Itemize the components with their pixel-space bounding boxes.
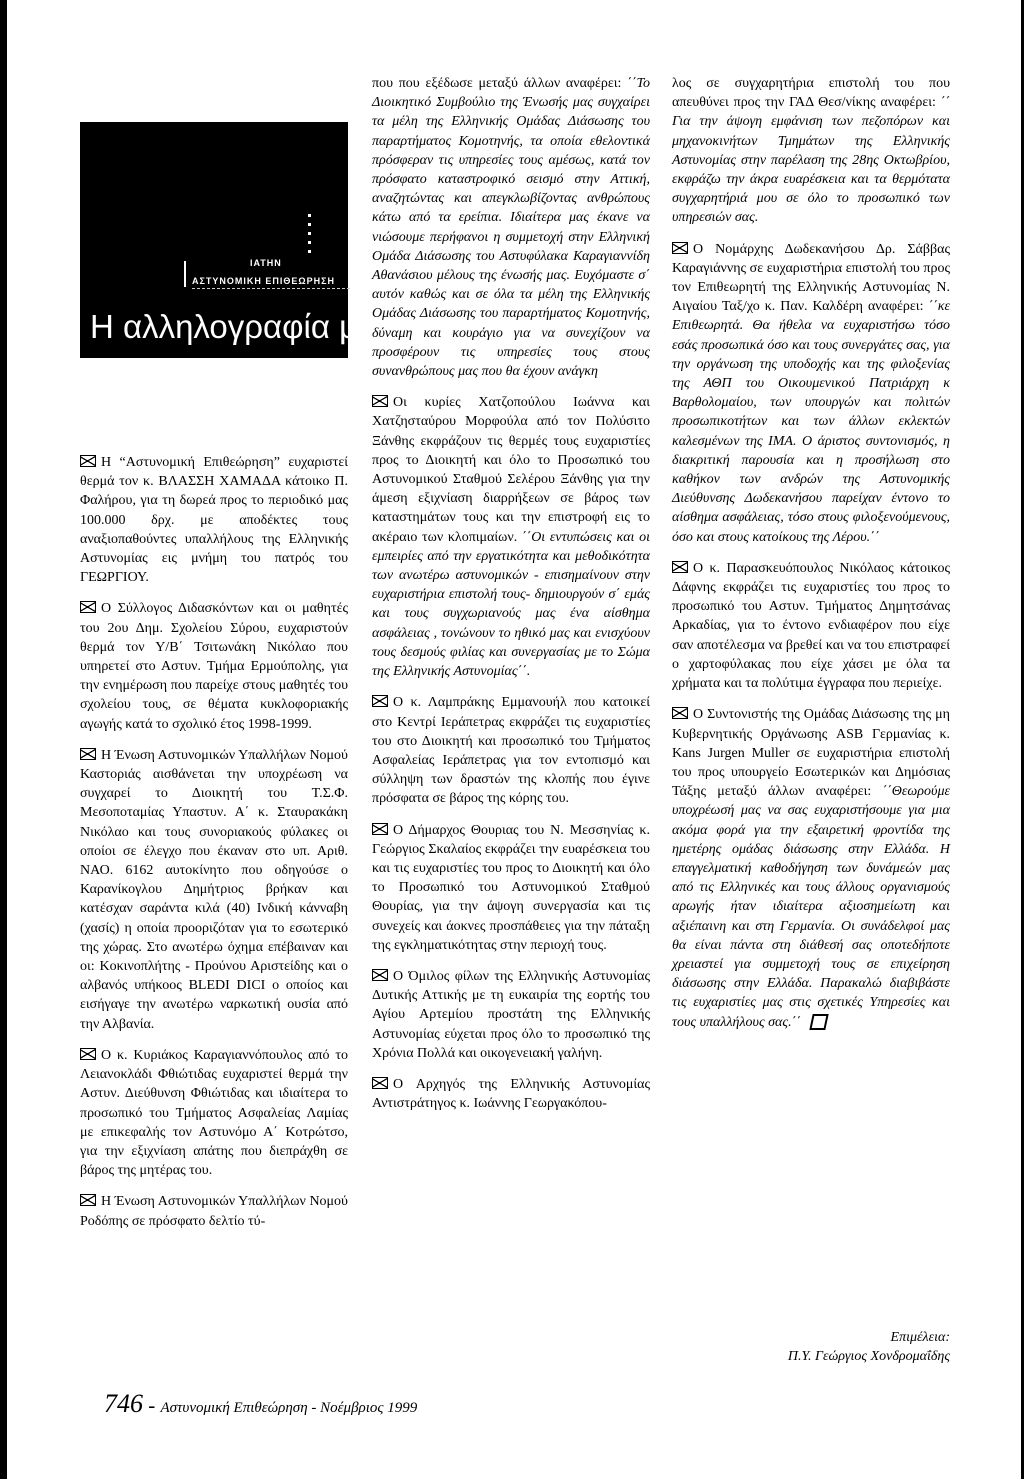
- end-of-article-icon: [809, 1014, 828, 1030]
- letter-text: Ο Αρχηγός της Ελληνικής Αστυνομίας Αντιστράτηγος κ. Ιωάννης Γεωργακόπου-: [372, 1076, 650, 1112]
- envelope-icon: [672, 561, 688, 573]
- envelope-icon: [672, 707, 688, 719]
- envelope-icon: [80, 455, 96, 467]
- letter-text: Ο Όμιλος φίλων της Ελληνικής Αστυνομίας Δυτικής Αττικής με τη ευκαιρία της εορτής του Αγίου Αρτεμίου προστάτη της Ελληνικής Αστυνομίας εύχεται προς όλο το προσωπικό της Χρόνια Πολλά και οικογενειακή γαλήνη.: [372, 968, 650, 1061]
- credit-label: Επιμέλεια:: [890, 1330, 950, 1345]
- letter-quote: ΄΄κε Επιθεωρητά. Θα ήθελα να ευχαριστήσω τόσο εσάς προσωπικά όσο και τους συνεργάτες σας, για την οργάνωση της υποδοχής και της φιλοξενίας της ΑΘΠ του Οικουμενικού Πατριάρχη κ Βαρθολομαίου, των υπουργών και πολιτών προσωπικοτήτων και των άλλων εκλεκτών καλεσμένων της ΙΜΑ. Ο άριστος συντονισμός, η διακριτική παρουσία και η προσήλωση στο καθήκον των ανδρών της Αστυνομικής Διεύθυνσης Δωδεκανήσου παρείχαν έντονο το αίσθημα ασφάλειας, τόσο στους φιλοξενούμενους, όσο και στους κατοίκους της Λέρου.΄΄: [672, 299, 950, 545]
- letter-text: Ο Νομάρχης Δωδεκανήσου Δρ. Σάββας Καραγιάννης σε ευχαριστήρια επιστολή του προς τον Επιθεωρητή της Ελληνικής Αστυνομίας Ν. Αιγαίου Ταξ/χο κ. Παν. Καλδέρη αναφέρει:: [672, 241, 950, 315]
- letter-quote: ΄΄Το Διοικητικό Συμβούλιο της Ένωσής μας συγχαίρει τα μέλη της Ελληνικής Ομάδας Διάσωσης του παραρτήματος Κομοτηνής, τα οποία εθελοντικά πρόσφεραν τις υπηρεσίες τους αμέσως, κατά τον πρόσφατο καταστροφικό σεισμό στην Αττική, αναζητώντας και απεγκλωβίζοντας ανθρώπους κάτω από τα ερείπια. Ιδιαίτερα μας έκανε να νιώσουμε περήφανοι η συμμετοχή στην Ελληνική Ομάδα Διάσωσης του Αστυφύλακα Καραγιαννίδη Αθανάσιου μέλους της ένωσής μας. Ευχόμαστε σ΄ αυτόν καθώς και σε όλα τα μέλη της Ελληνικής Ομάδας Διάσωσης του παραρτήματος Κομοτηνής, δύναμη και κουράγιο για να συνεχίζουν να προσφέρουν τις υπηρεσίες τους στους συνανθρώπους μας που θα έχουν ανάγκη: [372, 76, 650, 380]
- editor-credit: [672, 1328, 950, 1366]
- letter-text: Ο κ. Κυριάκος Καραγιαννόπουλος από το Λειανοκλάδι Φθιώτιδας ευχαριστεί θερμά την Αστυν. Διεύθυνση Φθιώτιδας και ιδιαίτερα το προσωπικό του Τμήματος Ασφαλείας Λαμίας με επικεφαλής τον Αστυνόμο Α΄ Κοτρώτσο, για την εξιχνίαση απάτης που διεπράχθη σε βάρος της μητέρας του.: [80, 1047, 348, 1179]
- dotted-line-decoration: [308, 214, 311, 256]
- letter-item: [80, 1046, 348, 1180]
- letter-text: Ο Δήμαρχος Θουριας του Ν. Μεσσηνίας κ. Γεώργιος Σκαλαίος εκφράζει την ευαρέσκεια του και τις ευχαριστίες του προς το Διοικητή και όλο το Προσωπικό του Αστυνομικού Σταθμού Θουρίας, για την άψογη συνεργασία και τις συνεχείς και άοκνες προσπάθειες για την πάταξη της εγκληματικότητας στην περιοχή τους.: [372, 822, 650, 953]
- letter-item: [372, 693, 650, 808]
- section-title: Η αλληλογραφία μας: [90, 308, 394, 345]
- header-logo-line2: ΑΣΤΥΝΟΜΙΚΗ ΕΠΙΘΕΩΡΗΣΗ: [192, 276, 336, 286]
- column-3: [672, 74, 950, 1044]
- letter-continuation: [672, 74, 950, 228]
- envelope-icon: [80, 748, 96, 760]
- envelope-icon: [80, 1048, 96, 1060]
- letter-text: Η “Αστυνομική Επιθεώρηση” ευχαριστεί θερμά τον κ. ΒΛΑΣΣΗ ΧΑΜΑΔΑ κάτοικο Π. Φαλήρου, για τη δωρεά προς το περιοδικό μας 100.000 δρχ. με αποδέκτες τους αναξιοπαθούντες υπαλλήλους της Ελληνικής Αστυνομίας εις μνήμη του πατρός του ΓΕΩΡΓΙΟΥ.: [80, 455, 348, 586]
- credit-name: Π.Υ. Γεώργιος Χονδρομαΐδης: [787, 1349, 950, 1364]
- letter-text: Ο Σύλλογος Διδασκόντων και οι μαθητές του 2ου Δημ. Σχολείου Σύρου, ευχαριστούν θερμά τον Υ/Β΄ Τσιτωνάκη Νικόλαο που υπηρετεί στο Αστυν. Τμήμα Ερμούπολης, για την ενημέρωση που παρείχε στους μαθητές του σχολείου τους, σε θέματα κυκλοφοριακής αγωγής κατά το σχολικό έτος 1998-1999.: [80, 601, 348, 732]
- letter-item: [672, 705, 950, 1031]
- envelope-icon: [372, 695, 388, 707]
- letter-continuation: [372, 74, 650, 381]
- column-2: [372, 74, 650, 1125]
- envelope-icon: [672, 242, 688, 254]
- page-edge-left: [0, 0, 7, 1479]
- envelope-icon: [372, 823, 388, 835]
- letter-item: [80, 599, 348, 733]
- letter-quote: ΄΄Θεωρούμε υποχρέωσή μας να σας ευχαριστήσουμε για μια ακόμα φορά για την εξαιρετική φροντίδα της ημετέρης ομάδας διάσωσης στην Ελλάδα. Η επαγγελματική καθοδήγηση των δυνάμεών μας από τις Ελληνικές και τους άλλους οργανισμούς αρωγής ήταν ιδιαίτερα αξιοσημείωτη και αξιέπαινη και στη Γερμανία. Οι συνάδελφοί μας θα είναι πάντα στη διάθεσή σας οποτεδήποτε χρειαστεί για συμμετοχή τους σε επιχείρηση διάσωσης στην Ελλάδα. Παρακαλώ διαβιβάστε τις ευχαριστίες μας στις σχετικές Υπηρεσίες και τους υπαλλήλους σας.΄΄: [672, 784, 950, 1030]
- envelope-icon: [372, 969, 388, 981]
- letter-item: [80, 746, 348, 1034]
- letter-item: [372, 967, 650, 1063]
- page-footer: [104, 1389, 417, 1419]
- column-1: [80, 453, 348, 1243]
- letter-text: Ο κ. Παρασκευόπουλος Νικόλαος κάτοικος Δάφνης εκφράζει τις ευχαριστίες του προς το προσωπικό του Αστυν. Τμήματος Δημητσάνας Αρκαδίας, για το έντονο ενδιαφέρον που είχε σαν αποτέλεσμα να βρεθεί και να του επιστραφεί ο χαρτοφύλακας που είχε χάσει με όλα τα χρήματα και τα πολύτιμα έγγραφα που περιείχε.: [672, 560, 950, 692]
- letter-quote: ΄΄ Για την άψογη εμφάνιση των πεζοπόρων και μηχανοκινήτων Τμημάτων της Ελληνικής Αστυνομίας στην παρέλαση της 28ης Οκτωβρίου, εκφράζω την άκρα ευαρέσκεια και τα θερμότατα συγχαρητήριά μου σε όλο το προσωπικό των υπηρεσιών σας.: [672, 95, 950, 226]
- letter-text: Η Ένωση Αστυνομικών Υπαλλήλων Νομού Ροδόπης σε πρόσφατο δελτίο τύ-: [80, 1194, 348, 1229]
- tick-decoration: [184, 261, 186, 287]
- letter-text: λος σε συγχαρητήρια επιστολή του που απευθύνει προς την ΓΑΔ Θεσ/νίκης αναφέρει:: [672, 76, 950, 111]
- section-header-box: [80, 122, 394, 358]
- envelope-icon: [372, 1077, 388, 1089]
- letter-text: Η Ένωση Αστυνομικών Υπαλλήλων Νομού Καστοριάς αισθάνεται την υποχρέωση να συγχαρεί το Διοικητή του Τ.Σ.Φ. Μεσοποταμίας Υπαστυν. Α΄ κ. Σταυρακάκη Νικόλαο και τους συνοριακούς φύλακες οι οποίοι σε έλεγχο που έκαναν στο υπ. Αριθ. ΝΑΟ. 6162 αυτοκίνητο που οδηγούσε ο Καρανίκογλου Δημήτριος βρήκαν και κατέσχαν σαράντα κιλά (40) Ινδική κάνναβη (χασίς) η οποία προοριζόταν για το εσωτερικό της χώρας. Στο ανωτέρω όχημα επέβαιναν και οι: Κοκινοπλήτης - Προύνου Αριστείδης και ο αλβανός υπήκοος BLEDI DICI ο οποίος και εισήγαγε την ανωτέρω ναρκωτική ουσία από την Αλβανία.: [80, 747, 348, 1032]
- letter-quote: ΄΄Οι εντυπώσεις και οι εμπειρίες από την εργατικότητα και μεθοδικότητα των ανωτέρω αστυνομικών - επισημαίνουν στην ευχαριστήρια επιστολή τους- δημιουργούν σ΄ εμάς και τους συγχωριανούς μας ένα αίσθημα ασφάλειας , τονώνουν το ηθικό μας και ενισχύουν τους δεσμούς φιλίας και συνεργασίας με το Σώμα της Ελληνικής Αστυνομίας΄΄.: [372, 529, 650, 680]
- envelope-icon: [80, 601, 96, 613]
- letter-item: [672, 559, 950, 693]
- publication-name: Αστυνομική Επιθεώρηση - Νοέμβριος 1999: [160, 1400, 418, 1416]
- letter-item: [80, 1192, 348, 1230]
- logo-underline: [192, 288, 350, 289]
- envelope-icon: [372, 395, 388, 407]
- footer-dash: -: [143, 1393, 161, 1417]
- letter-item: [672, 240, 950, 547]
- letter-item: [80, 453, 348, 587]
- letter-text: Ο Συντονιστής της Ομάδας Διάσωσης της μη Κυβερνητικής Οργάνωσης ASB Γερμανίας κ. Kans Jurgen Muller σε ευχαριστήρια επιστολή του προς υπουργείο Εσωτερικών και Δημόσιας Τάξης μεταξύ άλλων αναφέρει:: [672, 707, 950, 800]
- letter-item: [372, 393, 650, 681]
- letter-text: που που εξέδωσε μεταξύ άλλων αναφέρει:: [372, 76, 628, 91]
- letter-item: [372, 1075, 650, 1113]
- page-number: 746: [104, 1389, 143, 1418]
- letter-text: Ο κ. Λαμπράκης Εμμανουήλ που κατοικεί στο Κεντρί Ιεράπετρας εκφράζει τις ευχαριστίες του στο Διοικητή και προσωπικό του Τμήματος Ασφαλείας Ιεράπετρας για τον εντοπισμό και σύλληψη των δραστών της κλοπής που έγινε πρόσφατα σε βάρος της κόρης του.: [372, 695, 650, 807]
- letter-text: Οι κυρίες Χατζοπούλου Ιωάννα και Χατζησταύρου Μορφούλα από τον Πολύσιτο Ξάνθης εκφράζουν τις θερμές τους ευχαριστίες προς το Διοικητή και όλο το Προσωπικό του Αστυνομικού Σταθμού Σελέρου Ξάνθης για την άμεση εξιχνίαση διαρρήξεων σε βάρος των καταστημάτων τους και την επιστροφή εις το ακέραιο των κλοπιμαίων.: [372, 395, 650, 545]
- letter-item: [372, 821, 650, 955]
- envelope-icon: [80, 1194, 96, 1206]
- header-logo-line1: ΙΑΤΗΝ: [250, 258, 282, 268]
